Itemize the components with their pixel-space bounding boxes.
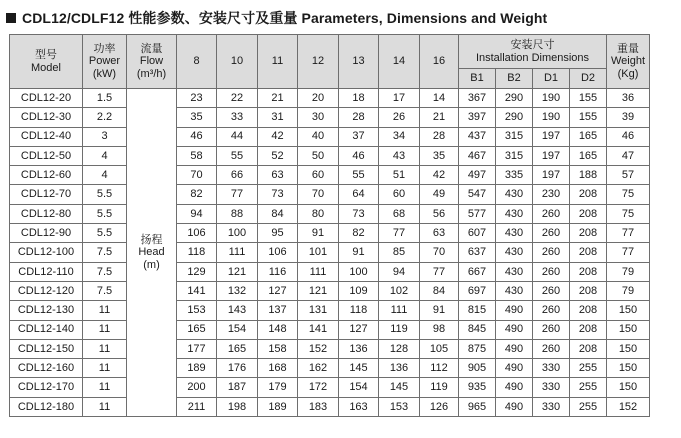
power-cell: 3 [83, 127, 127, 146]
head-value-cell: 136 [379, 359, 420, 378]
b2-cell: 430 [496, 262, 533, 281]
head-value-cell: 91 [339, 243, 379, 262]
head-value-cell: 22 [217, 89, 258, 108]
head-value-cell: 153 [177, 301, 217, 320]
head-value-cell: 85 [379, 243, 420, 262]
head-value-cell: 21 [420, 108, 459, 127]
head-value-cell: 200 [177, 378, 217, 397]
head-value-cell: 82 [177, 185, 217, 204]
head-value-cell: 102 [379, 281, 420, 300]
head-value-cell: 163 [339, 397, 379, 416]
head-value-cell: 172 [298, 378, 339, 397]
power-cell: 4 [83, 146, 127, 165]
head-value-cell: 26 [379, 108, 420, 127]
head-value-cell: 40 [298, 127, 339, 146]
head-value-cell: 105 [420, 339, 459, 358]
d2-cell: 208 [570, 320, 607, 339]
head-value-cell: 73 [258, 185, 298, 204]
b1-cell: 815 [459, 301, 496, 320]
head-value-cell: 46 [339, 146, 379, 165]
header-power [83, 35, 127, 89]
model-cell: CDL12-140 [10, 320, 83, 339]
b2-cell: 490 [496, 301, 533, 320]
weight-cell: 75 [607, 204, 650, 223]
header-model-en: Model [31, 61, 61, 74]
head-value-cell: 42 [258, 127, 298, 146]
weight-cell: 36 [607, 89, 650, 108]
weight-cell: 77 [607, 224, 650, 243]
power-cell: 5.5 [83, 224, 127, 243]
head-value-cell: 17 [379, 89, 420, 108]
head-value-cell: 131 [298, 301, 339, 320]
weight-cell: 77 [607, 243, 650, 262]
head-value-cell: 14 [420, 89, 459, 108]
d1-cell: 260 [533, 224, 570, 243]
model-cell: CDL12-80 [10, 204, 83, 223]
header-model-cn: 型号 [35, 48, 57, 61]
d2-cell: 208 [570, 185, 607, 204]
d1-cell: 197 [533, 127, 570, 146]
head-value-cell: 70 [177, 166, 217, 185]
head-value-cell: 127 [258, 281, 298, 300]
head-value-cell: 35 [177, 108, 217, 127]
head-value-cell: 111 [379, 301, 420, 320]
b1-cell: 845 [459, 320, 496, 339]
header-b1: B1 [459, 69, 496, 89]
b1-cell: 637 [459, 243, 496, 262]
d2-cell: 208 [570, 301, 607, 320]
d1-cell: 260 [533, 301, 570, 320]
header-power-en: Power [88, 55, 121, 68]
page-title: CDL12/CDLF12 性能参数、安装尺寸及重量 Parameters, Dimensions and Weight [22, 10, 548, 26]
head-value-cell: 35 [420, 146, 459, 165]
b2-cell: 490 [496, 359, 533, 378]
head-value-cell: 95 [258, 224, 298, 243]
d1-cell: 230 [533, 185, 570, 204]
header-flow-12: 12 [298, 35, 339, 89]
weight-cell: 75 [607, 185, 650, 204]
head-value-cell: 153 [379, 397, 420, 416]
head-value-cell: 152 [298, 339, 339, 358]
head-value-cell: 154 [217, 320, 258, 339]
head-value-cell: 129 [177, 262, 217, 281]
head-value-cell: 141 [177, 281, 217, 300]
head-value-cell: 94 [177, 204, 217, 223]
head-value-cell: 91 [420, 301, 459, 320]
head-value-cell: 20 [298, 89, 339, 108]
header-weight [607, 35, 650, 89]
head-value-cell: 63 [258, 166, 298, 185]
header-flow-en: Flow [139, 55, 164, 68]
b2-cell: 315 [496, 146, 533, 165]
power-cell: 11 [83, 339, 127, 358]
d1-cell: 260 [533, 320, 570, 339]
head-value-cell: 60 [379, 185, 420, 204]
b2-cell: 430 [496, 204, 533, 223]
head-value-cell: 70 [420, 243, 459, 262]
weight-cell: 79 [607, 262, 650, 281]
head-label-cn: 扬程 [140, 233, 163, 246]
head-value-cell: 56 [420, 204, 459, 223]
head-value-cell: 37 [339, 127, 379, 146]
d1-cell: 190 [533, 89, 570, 108]
model-cell: CDL12-180 [10, 397, 83, 416]
head-value-cell: 21 [258, 89, 298, 108]
head-value-cell: 165 [217, 339, 258, 358]
model-cell: CDL12-90 [10, 224, 83, 243]
b2-cell: 315 [496, 127, 533, 146]
head-label-en: Head [138, 246, 165, 259]
power-cell: 1.5 [83, 89, 127, 108]
d1-cell: 260 [533, 262, 570, 281]
head-value-cell: 119 [379, 320, 420, 339]
head-value-cell: 183 [298, 397, 339, 416]
head-value-cell: 118 [177, 243, 217, 262]
weight-cell: 47 [607, 146, 650, 165]
head-value-cell: 106 [177, 224, 217, 243]
d2-cell: 188 [570, 166, 607, 185]
table-row [10, 301, 650, 320]
head-value-cell: 189 [258, 397, 298, 416]
weight-cell: 150 [607, 301, 650, 320]
power-cell: 5.5 [83, 185, 127, 204]
header-d1: D1 [533, 69, 570, 89]
b2-cell: 490 [496, 339, 533, 358]
table-row [10, 146, 650, 165]
table-row [10, 108, 650, 127]
b2-cell: 430 [496, 243, 533, 262]
table-row [10, 204, 650, 223]
b2-cell: 290 [496, 108, 533, 127]
head-value-cell: 98 [420, 320, 459, 339]
head-value-cell: 58 [177, 146, 217, 165]
head-value-cell: 211 [177, 397, 217, 416]
head-value-cell: 66 [217, 166, 258, 185]
b1-cell: 875 [459, 339, 496, 358]
b1-cell: 497 [459, 166, 496, 185]
weight-cell: 150 [607, 359, 650, 378]
d1-cell: 197 [533, 166, 570, 185]
header-weight-unit: (Kg) [617, 67, 639, 80]
model-cell: CDL12-120 [10, 281, 83, 300]
power-cell: 4 [83, 166, 127, 185]
head-value-cell: 106 [258, 243, 298, 262]
b1-cell: 965 [459, 397, 496, 416]
head-value-cell: 132 [217, 281, 258, 300]
d2-cell: 255 [570, 378, 607, 397]
b1-cell: 467 [459, 146, 496, 165]
head-value-cell: 154 [339, 378, 379, 397]
b2-cell: 490 [496, 378, 533, 397]
head-value-cell: 100 [339, 262, 379, 281]
head-value-cell: 94 [379, 262, 420, 281]
model-cell: CDL12-50 [10, 146, 83, 165]
d1-cell: 260 [533, 281, 570, 300]
header-flow-8: 8 [177, 35, 217, 89]
head-value-cell: 49 [420, 185, 459, 204]
d2-cell: 255 [570, 397, 607, 416]
d1-cell: 260 [533, 243, 570, 262]
b1-cell: 935 [459, 378, 496, 397]
head-value-cell: 60 [298, 166, 339, 185]
head-value-cell: 189 [177, 359, 217, 378]
head-value-cell: 111 [217, 243, 258, 262]
head-value-cell: 136 [339, 339, 379, 358]
head-value-cell: 176 [217, 359, 258, 378]
table-row [10, 185, 650, 204]
weight-cell: 152 [607, 397, 650, 416]
b1-cell: 577 [459, 204, 496, 223]
header-flow-13: 13 [339, 35, 379, 89]
table-row [10, 320, 650, 339]
head-value-cell: 34 [379, 127, 420, 146]
head-value-cell: 30 [298, 108, 339, 127]
head-value-cell: 179 [258, 378, 298, 397]
head-value-cell: 148 [258, 320, 298, 339]
head-value-cell: 91 [298, 224, 339, 243]
header-flow-10: 10 [217, 35, 258, 89]
d1-cell: 330 [533, 397, 570, 416]
d1-cell: 330 [533, 378, 570, 397]
table-body [10, 89, 650, 417]
model-cell: CDL12-110 [10, 262, 83, 281]
head-value-cell: 84 [258, 204, 298, 223]
header-power-cn: 功率 [93, 42, 116, 55]
head-value-cell: 80 [298, 204, 339, 223]
head-value-cell: 177 [177, 339, 217, 358]
head-value-cell: 145 [339, 359, 379, 378]
model-cell: CDL12-20 [10, 89, 83, 108]
b1-cell: 437 [459, 127, 496, 146]
b1-cell: 905 [459, 359, 496, 378]
table-row [10, 127, 650, 146]
head-value-cell: 116 [258, 262, 298, 281]
d2-cell: 208 [570, 243, 607, 262]
table-row [10, 224, 650, 243]
head-value-cell: 84 [420, 281, 459, 300]
d1-cell: 260 [533, 204, 570, 223]
d2-cell: 165 [570, 127, 607, 146]
d1-cell: 260 [533, 339, 570, 358]
head-value-cell: 121 [217, 262, 258, 281]
d2-cell: 208 [570, 339, 607, 358]
model-cell: CDL12-160 [10, 359, 83, 378]
head-value-cell: 127 [339, 320, 379, 339]
d1-cell: 330 [533, 359, 570, 378]
d1-cell: 197 [533, 146, 570, 165]
table-row [10, 262, 650, 281]
header-power-unit: (kW) [92, 67, 117, 80]
header-weight-cn: 重量 [617, 42, 639, 55]
weight-cell: 150 [607, 378, 650, 397]
header-flow [127, 35, 177, 89]
power-cell: 11 [83, 301, 127, 320]
head-value-cell: 28 [420, 127, 459, 146]
header-b2: B2 [496, 69, 533, 89]
head-value-cell: 168 [258, 359, 298, 378]
header-flow-16: 16 [420, 35, 459, 89]
header-install-cn: 安装尺寸 [510, 38, 555, 51]
head-value-cell: 46 [177, 127, 217, 146]
model-cell: CDL12-130 [10, 301, 83, 320]
head-value-cell: 52 [258, 146, 298, 165]
b1-cell: 607 [459, 224, 496, 243]
head-value-cell: 119 [420, 378, 459, 397]
head-value-cell: 43 [379, 146, 420, 165]
head-value-cell: 165 [177, 320, 217, 339]
head-value-cell: 118 [339, 301, 379, 320]
head-value-cell: 50 [298, 146, 339, 165]
d2-cell: 255 [570, 359, 607, 378]
head-value-cell: 70 [298, 185, 339, 204]
b1-cell: 397 [459, 108, 496, 127]
power-cell: 11 [83, 378, 127, 397]
head-value-cell: 28 [339, 108, 379, 127]
head-value-cell: 77 [420, 262, 459, 281]
parameters-table [9, 34, 650, 417]
d2-cell: 208 [570, 204, 607, 223]
head-value-cell: 68 [379, 204, 420, 223]
title-bar [6, 8, 547, 28]
b1-cell: 367 [459, 89, 496, 108]
head-value-cell: 111 [298, 262, 339, 281]
head-value-cell: 101 [298, 243, 339, 262]
head-value-cell: 187 [217, 378, 258, 397]
head-value-cell: 198 [217, 397, 258, 416]
header-install [459, 35, 607, 69]
d2-cell: 208 [570, 262, 607, 281]
power-cell: 11 [83, 359, 127, 378]
b1-cell: 667 [459, 262, 496, 281]
model-cell: CDL12-100 [10, 243, 83, 262]
b2-cell: 290 [496, 89, 533, 108]
head-value-cell: 143 [217, 301, 258, 320]
head-value-cell: 100 [217, 224, 258, 243]
table-row [10, 166, 650, 185]
b2-cell: 430 [496, 224, 533, 243]
model-cell: CDL12-170 [10, 378, 83, 397]
b2-cell: 335 [496, 166, 533, 185]
head-value-cell: 18 [339, 89, 379, 108]
power-cell: 2.2 [83, 108, 127, 127]
header-weight-en: Weight [610, 55, 646, 68]
table-row [10, 89, 650, 108]
head-value-cell: 55 [217, 146, 258, 165]
head-value-cell: 112 [420, 359, 459, 378]
table-row [10, 397, 650, 416]
table-row [10, 359, 650, 378]
weight-cell: 79 [607, 281, 650, 300]
head-value-cell: 88 [217, 204, 258, 223]
model-cell: CDL12-150 [10, 339, 83, 358]
model-cell: CDL12-70 [10, 185, 83, 204]
head-value-cell: 158 [258, 339, 298, 358]
b2-cell: 490 [496, 397, 533, 416]
head-value-cell: 23 [177, 89, 217, 108]
title-square-icon [6, 13, 16, 23]
head-label-unit: (m) [143, 258, 160, 271]
model-cell: CDL12-30 [10, 108, 83, 127]
d2-cell: 155 [570, 108, 607, 127]
model-cell: CDL12-60 [10, 166, 83, 185]
table-row [10, 243, 650, 262]
power-cell: 11 [83, 397, 127, 416]
head-value-cell: 82 [339, 224, 379, 243]
header-flow-14: 14 [379, 35, 420, 89]
head-value-cell: 137 [258, 301, 298, 320]
power-cell: 5.5 [83, 204, 127, 223]
header-flow-cn: 流量 [140, 42, 163, 55]
head-value-cell: 51 [379, 166, 420, 185]
head-value-cell: 31 [258, 108, 298, 127]
d2-cell: 155 [570, 89, 607, 108]
head-value-cell: 77 [217, 185, 258, 204]
power-cell: 7.5 [83, 281, 127, 300]
head-value-cell: 33 [217, 108, 258, 127]
power-cell: 11 [83, 320, 127, 339]
head-value-cell: 121 [298, 281, 339, 300]
d2-cell: 208 [570, 224, 607, 243]
b2-cell: 430 [496, 185, 533, 204]
b2-cell: 490 [496, 320, 533, 339]
weight-cell: 150 [607, 320, 650, 339]
table-row [10, 339, 650, 358]
head-value-cell: 145 [379, 378, 420, 397]
head-value-cell: 64 [339, 185, 379, 204]
head-value-cell: 109 [339, 281, 379, 300]
d1-cell: 190 [533, 108, 570, 127]
power-cell: 7.5 [83, 262, 127, 281]
head-value-cell: 77 [379, 224, 420, 243]
head-value-cell: 128 [379, 339, 420, 358]
head-value-cell: 44 [217, 127, 258, 146]
header-flow-11: 11 [258, 35, 298, 89]
weight-cell: 57 [607, 166, 650, 185]
head-value-cell: 73 [339, 204, 379, 223]
head-label-cell [127, 89, 177, 417]
weight-cell: 150 [607, 339, 650, 358]
head-value-cell: 162 [298, 359, 339, 378]
table-row [10, 281, 650, 300]
head-value-cell: 63 [420, 224, 459, 243]
head-value-cell: 141 [298, 320, 339, 339]
weight-cell: 46 [607, 127, 650, 146]
table-row [10, 378, 650, 397]
model-cell: CDL12-40 [10, 127, 83, 146]
header-install-en: Installation Dimensions [475, 51, 590, 64]
head-value-cell: 55 [339, 166, 379, 185]
header-flow-unit: (m³/h) [136, 67, 167, 80]
d2-cell: 165 [570, 146, 607, 165]
header-d2: D2 [570, 69, 607, 89]
header-model [10, 35, 83, 89]
power-cell: 7.5 [83, 243, 127, 262]
d2-cell: 208 [570, 281, 607, 300]
b1-cell: 547 [459, 185, 496, 204]
head-value-cell: 42 [420, 166, 459, 185]
b1-cell: 697 [459, 281, 496, 300]
b2-cell: 430 [496, 281, 533, 300]
weight-cell: 39 [607, 108, 650, 127]
head-value-cell: 126 [420, 397, 459, 416]
